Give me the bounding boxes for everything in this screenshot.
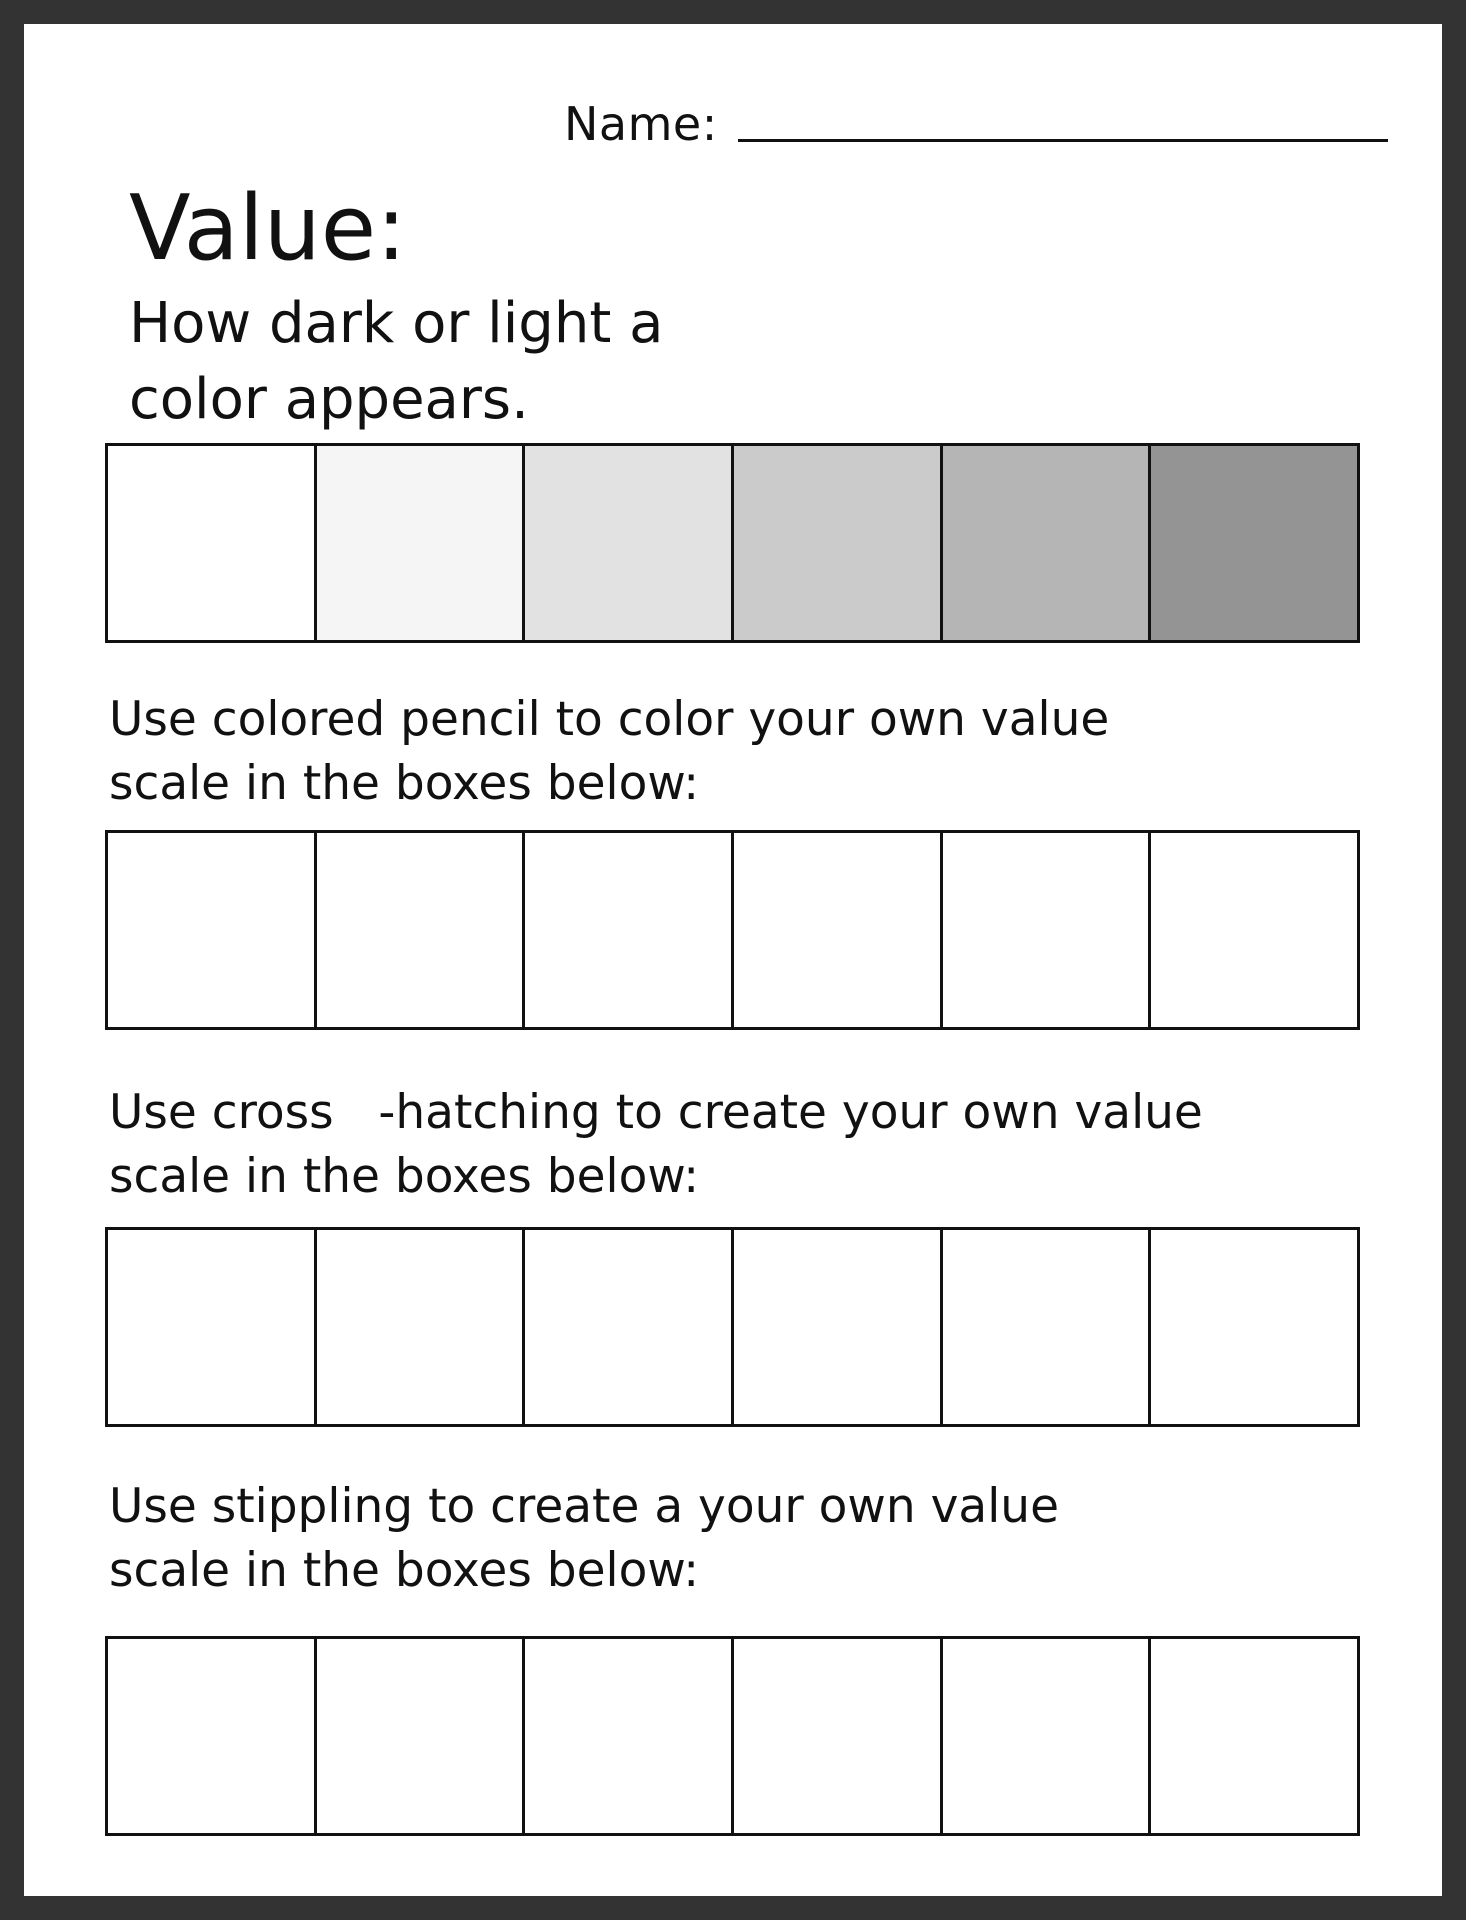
example-scale-box xyxy=(314,446,523,640)
colored-pencil-scale xyxy=(105,830,1360,1030)
cross-hatching-box[interactable] xyxy=(314,1230,523,1424)
colored-pencil-box[interactable] xyxy=(314,833,523,1027)
value-definition xyxy=(129,286,663,438)
colored-pencil-box[interactable] xyxy=(731,833,940,1027)
example-scale-box xyxy=(731,446,940,640)
cross-hatching-box[interactable] xyxy=(522,1230,731,1424)
cross-hatching-box[interactable] xyxy=(108,1230,314,1424)
page-title: Value: xyxy=(129,176,407,281)
example-scale-box xyxy=(108,446,314,640)
definition-line-2: color appears. xyxy=(129,367,529,432)
worksheet-page xyxy=(24,24,1442,1896)
stippling-instruction xyxy=(109,1475,1059,1603)
instruction-line-2: scale in the boxes below: xyxy=(109,756,700,811)
definition-line-1: How dark or light a xyxy=(129,291,664,356)
cross-hatching-box[interactable] xyxy=(731,1230,940,1424)
example-scale-box xyxy=(1148,446,1357,640)
colored-pencil-instruction xyxy=(109,688,1109,816)
name-blank-line[interactable] xyxy=(738,139,1388,142)
stippling-box[interactable] xyxy=(108,1639,314,1833)
name-row xyxy=(564,96,1388,152)
cross-hatching-instruction xyxy=(109,1081,1203,1209)
instruction-line-2: scale in the boxes below: xyxy=(109,1149,700,1204)
stippling-box[interactable] xyxy=(522,1639,731,1833)
instruction-line-1: Use colored pencil to color your own value xyxy=(109,692,1110,747)
instruction-line-1: Use cross -hatching to create your own value xyxy=(109,1085,1203,1140)
cross-hatching-box[interactable] xyxy=(940,1230,1149,1424)
stippling-scale xyxy=(105,1636,1360,1836)
stippling-box[interactable] xyxy=(731,1639,940,1833)
example-value-scale xyxy=(105,443,1360,643)
stippling-box[interactable] xyxy=(1148,1639,1357,1833)
colored-pencil-box[interactable] xyxy=(940,833,1149,1027)
instruction-line-1: Use stippling to create a your own value xyxy=(109,1479,1059,1534)
instruction-line-2: scale in the boxes below: xyxy=(109,1543,700,1598)
example-scale-box xyxy=(522,446,731,640)
colored-pencil-box[interactable] xyxy=(108,833,314,1027)
colored-pencil-box[interactable] xyxy=(522,833,731,1027)
colored-pencil-box[interactable] xyxy=(1148,833,1357,1027)
example-scale-box xyxy=(940,446,1149,640)
cross-hatching-box[interactable] xyxy=(1148,1230,1357,1424)
stippling-box[interactable] xyxy=(940,1639,1149,1833)
name-label: Name: xyxy=(564,97,718,151)
stippling-box[interactable] xyxy=(314,1639,523,1833)
cross-hatching-scale xyxy=(105,1227,1360,1427)
